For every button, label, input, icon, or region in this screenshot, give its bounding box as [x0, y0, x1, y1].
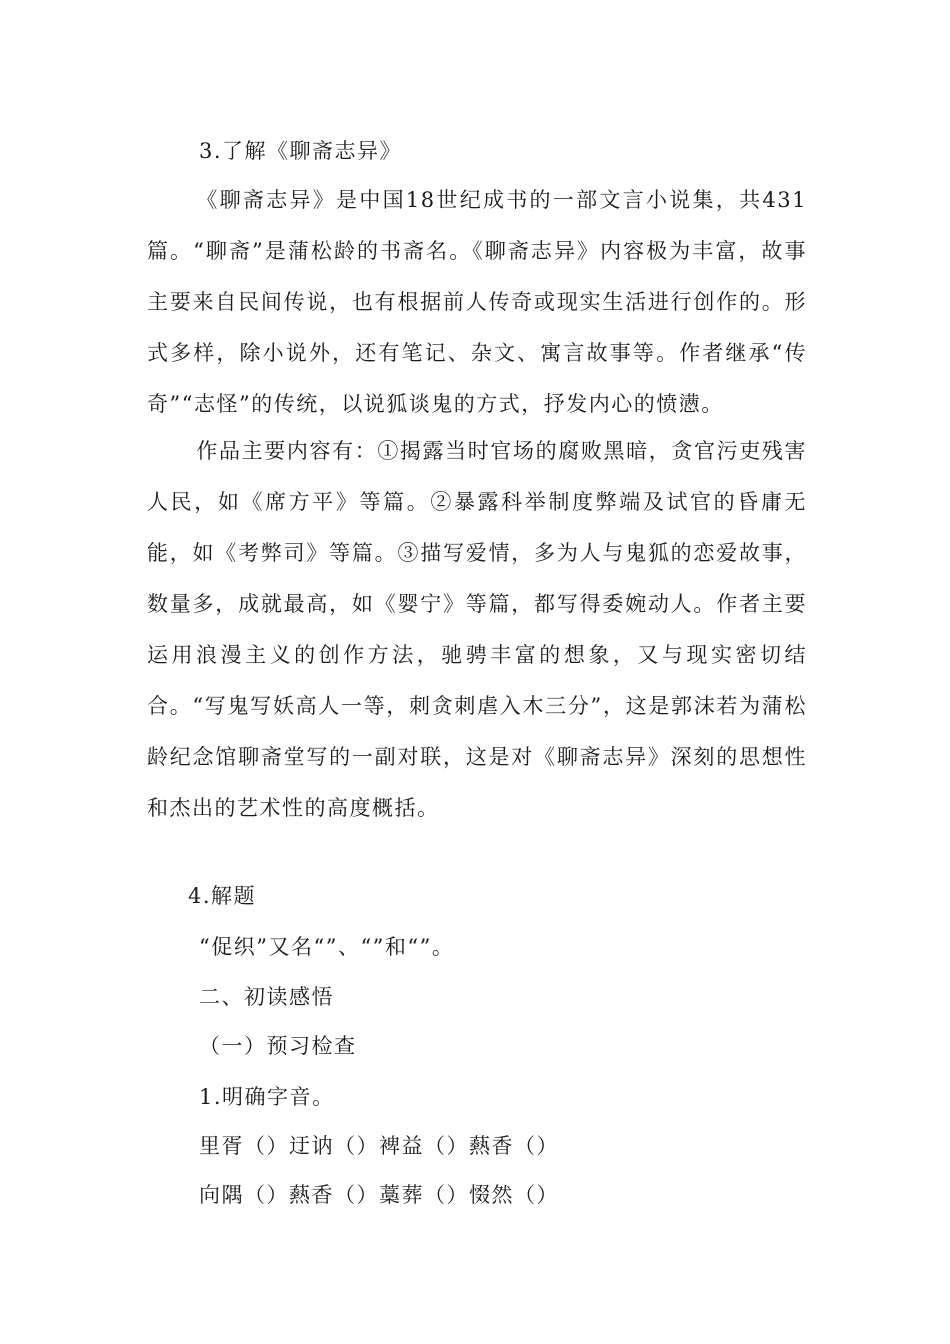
pronunciation-item-heading: 1.明确字音。	[199, 1085, 335, 1109]
section-3-paragraph-1: 《聊斋志异》是中国18世纪成书的一部文言小说集，共431篇。“聊斋”是蒲松龄的书斋名。《聊斋志异》内容极为丰富，故事主要来自民间传说，也有根据前人传奇或现实生活进行创作的。形式多样，除小说外，还有笔记、杂文、寓言故事等。作者继承“传奇”“志怪”的传统，以说狐谈鬼的方式，抒发内心的愤懑。	[147, 188, 807, 416]
section-4-question: “促织”又名“”、“”和“”。	[199, 935, 455, 959]
section-3-heading: 3.了解《聊斋志异》	[199, 139, 403, 163]
section-4-heading: 4.解题	[188, 884, 257, 908]
preview-check-subheading: （一）预习检查	[199, 1034, 357, 1058]
part-2-heading: 二、初读感悟	[199, 985, 334, 1009]
pronunciation-row-2: 向隅（）爇香（）藁葬（）惙然（）	[199, 1183, 559, 1207]
pronunciation-row-1: 里胥（）迂讷（）裨益（）爇香（）	[199, 1134, 559, 1158]
section-3-paragraph-2: 作品主要内容有：①揭露当时官场的腐败黑暗，贪官污吏残害人民，如《席方平》等篇。②暴露科举制度弊端及试官的昏庸无能，如《考弊司》等篇。③描写爱情，多为人与鬼狐的恋爱故事，数量多，成就最高，如《婴宁》等篇，都写得委婉动人。作者主要运用浪漫主义的创作方法，驰骋丰富的想象，又与现实密切结合。“写鬼写妖高人一等，刺贪刺虐入木三分”，这是郭沫若为蒲松龄纪念馆聊斋堂写的一副对联，这是对《聊斋志异》深刻的思想性和杰出的艺术性的高度概括。	[147, 439, 807, 820]
